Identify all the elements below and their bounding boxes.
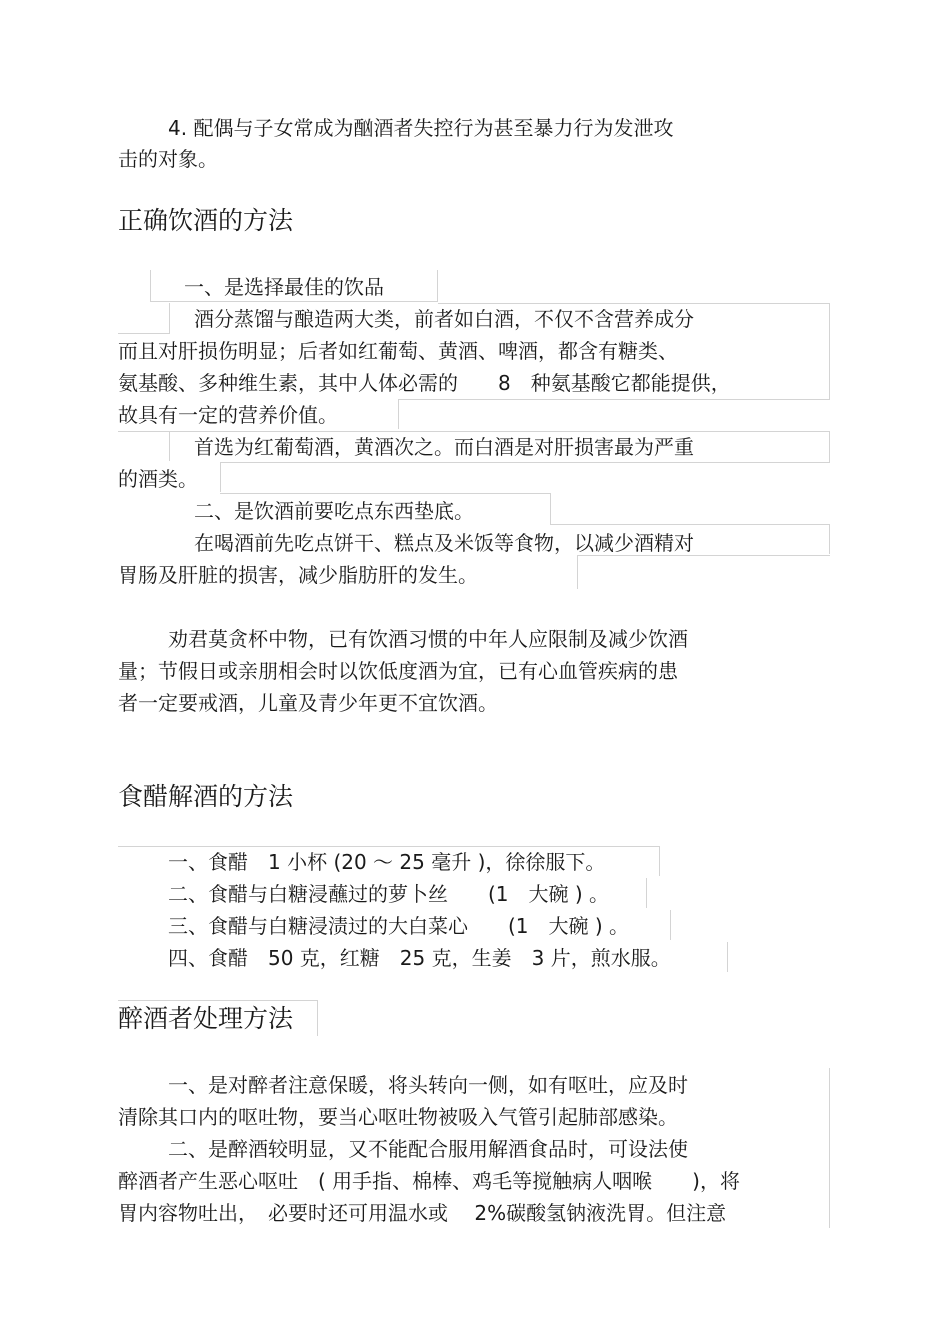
subheading-line: 二、是饮酒前要吃点东西垫底。 [194, 499, 474, 523]
paragraph-line: 在喝酒前先吃点饼干、糕点及米饭等食物，以减少酒精对 [194, 531, 694, 555]
paragraph-line: 4. 配偶与子女常成为酗酒者失控行为甚至暴力行为发泄攻 [168, 116, 674, 140]
list-item: 二、食醋与白糖浸蘸过的萝卜丝 (1 大碗 ) 。 [168, 882, 610, 906]
paragraph-line: 故具有一定的营养价值。 [118, 403, 338, 427]
paragraph-line: 量；节假日或亲朋相会时以饮低度酒为宜，已有心血管疾病的患 [118, 659, 678, 683]
paragraph-line: 首选为红葡萄酒，黄酒次之。而白酒是对肝损害最为严重 [194, 435, 694, 459]
paragraph-line: 醉酒者产生恶心呕吐 ( 用手指、棉棒、鸡毛等搅触病人咽喉 )，将 [118, 1169, 740, 1193]
paragraph-line: 者一定要戒酒，儿童及青少年更不宜饮酒。 [118, 691, 498, 715]
paragraph-line: 而且对肝损伤明显；后者如红葡萄、黄酒、啤酒，都含有糖类、 [118, 339, 678, 363]
subheading-line: 一、是选择最佳的饮品 [184, 275, 384, 299]
list-item: 三、食醋与白糖浸渍过的大白菜心 (1 大碗 ) 。 [168, 914, 630, 938]
paragraph-line: 二、是醉酒较明显，又不能配合服用解酒食品时，可设法使 [168, 1137, 688, 1161]
paragraph-line: 击的对象。 [118, 147, 218, 171]
paragraph-line: 氨基酸、多种维生素，其中人体必需的 8 种氨基酸它都能提供， [118, 371, 731, 395]
paragraph-line: 胃肠及肝脏的损害，减少脂肪肝的发生。 [118, 563, 478, 587]
section-heading: 食醋解酒的方法 [118, 782, 294, 811]
list-item: 一、食醋 1 小杯 (20 ～ 25 毫升 )，徐徐服下。 [168, 850, 606, 874]
paragraph-line: 胃内容物吐出， 必要时还可用温水或 2%碳酸氢钠液洗胃。但注意 [118, 1201, 727, 1225]
paragraph-line: 劝君莫贪杯中物，已有饮酒习惯的中年人应限制及减少饮酒 [168, 627, 688, 651]
paragraph-line: 清除其口内的呕吐物，要当心呕吐物被吸入气管引起肺部感染。 [118, 1105, 678, 1129]
paragraph-line: 一、是对醉者注意保暖，将头转向一侧，如有呕吐，应及时 [168, 1073, 688, 1097]
paragraph-line: 的酒类。 [118, 467, 198, 491]
list-item: 四、食醋 50 克，红糖 25 克，生姜 3 片，煎水服。 [168, 946, 671, 970]
paragraph-line: 酒分蒸馏与酿造两大类，前者如白酒，不仅不含营养成分 [194, 307, 694, 331]
section-heading: 醉酒者处理方法 [118, 1004, 294, 1033]
section-heading: 正确饮酒的方法 [118, 206, 294, 235]
